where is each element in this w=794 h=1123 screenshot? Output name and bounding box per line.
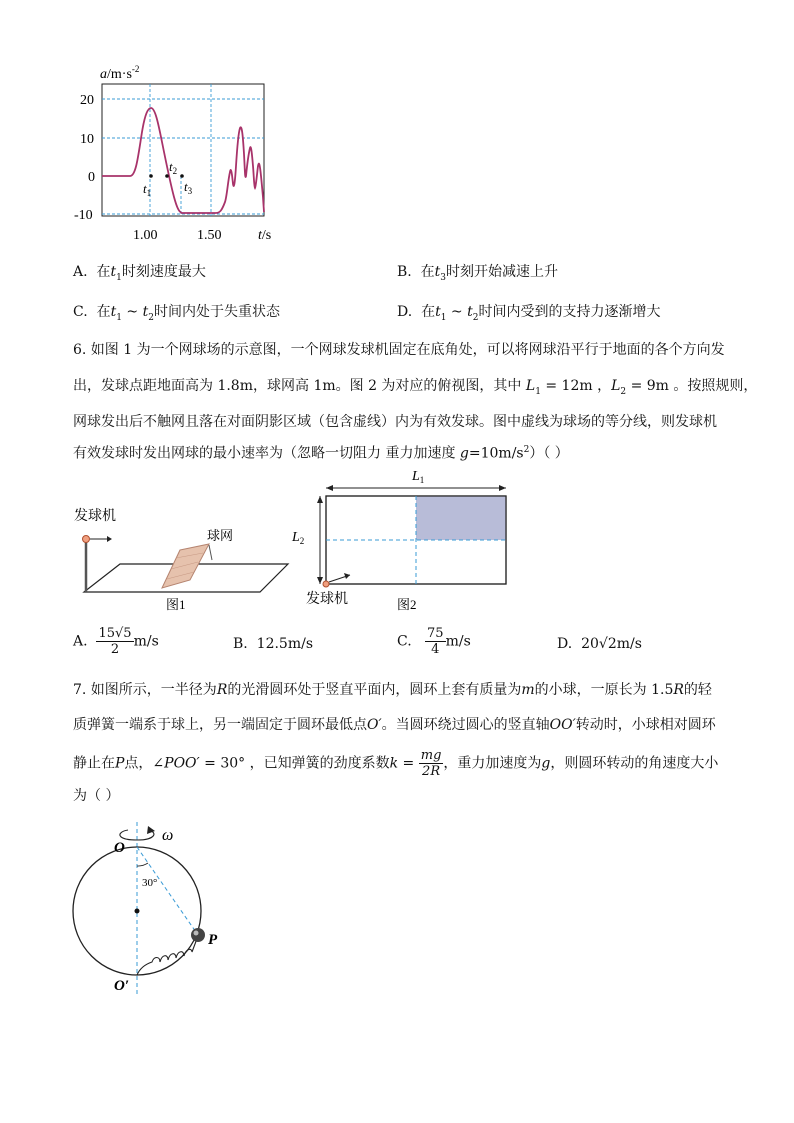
q6-option-b[interactable]: B. 12.5m/s	[233, 636, 314, 652]
fig-omega-label: ω	[162, 827, 174, 844]
y-axis-label: $a/m\cdot s^{-2}$	[100, 64, 140, 82]
acceleration-time-graph	[70, 62, 290, 247]
machine-ball-icon	[83, 536, 90, 543]
marker-label-t1: $t_1$	[143, 181, 152, 198]
q6-line-1: 6. 如图 1 为一个网球场的示意图，一个网球发球机固定在底角处，可以将网球沿平行于地面的各个方向发	[73, 342, 725, 358]
q7-line-3: 静止在P点，∠POO′ = 30° ，已知弹簧的劲度系数k = $\frac{mg}{2R}$ ，重力加速度为g，则圆环转动的角速度大小	[73, 748, 719, 779]
q6-option-a[interactable]: A. $\frac{15√5}{2}$ m/s	[73, 626, 159, 657]
graph-grid	[102, 84, 264, 216]
marker-label-t2: $t_2$	[169, 159, 178, 176]
fig-P-label: P	[208, 932, 218, 948]
x-axis-label: t/s	[258, 228, 272, 243]
fig-angle-label: 30°	[142, 877, 158, 889]
marker-dot-t3	[180, 174, 184, 178]
q6-option-d[interactable]: D. 20√2m/s	[557, 636, 642, 652]
tennis-court-figure-1	[70, 500, 295, 615]
marker-dot-t1	[149, 174, 153, 178]
marker-dot-t2	[165, 174, 169, 178]
y-tick-minus10: -10	[74, 208, 93, 223]
angle-arc	[137, 863, 148, 866]
spring	[137, 936, 198, 975]
fig1-caption: 图1	[166, 597, 186, 612]
q5-option-d[interactable]: D. 在$t_1$ ~ $t_2$时间内受到的支持力逐渐增大	[397, 304, 661, 323]
y-tick-0: 0	[88, 170, 95, 185]
fig1-machine-label: 发球机	[74, 509, 116, 524]
acceleration-curve	[102, 108, 264, 213]
y-tick-20: 20	[80, 93, 94, 108]
q5-option-a[interactable]: A. 在$t_1$时刻速度最大	[73, 264, 206, 283]
rotating-ring-figure	[68, 818, 238, 1003]
marker-label-t3: $t_3$	[184, 179, 193, 196]
fig-O-label: O	[114, 840, 125, 856]
fig2-L1-label: $L_1$	[412, 469, 425, 485]
x-tick-1.50: 1.50	[197, 228, 222, 243]
fig2-machine-label: 发球机	[306, 592, 348, 607]
q6-line-3: 网球发出后不触网且落在对面阴影区域（包含虚线）内为有效发球。图中虚线为球场的等分线，则发球机	[73, 414, 717, 430]
q6-line-4: 有效发球时发出网球的最小速率为（忽略一切阻力 重力加速度 $g=10m/s^2$）（ ）	[73, 445, 569, 462]
q7-line-4: 为（ ）	[73, 788, 120, 804]
graph-frame	[102, 84, 264, 216]
ball-P	[191, 928, 205, 942]
y-tick-10: 10	[80, 132, 94, 147]
q6-option-c[interactable]: C. $\frac{75}{4}$ m/s	[397, 626, 471, 657]
tennis-court-figure-2	[288, 464, 523, 614]
q7-line-1: 7. 如图所示，一半径为R的光滑圆环处于竖直平面内，圆环上套有质量为m的小球，一原长为 1.5R的轻	[73, 682, 712, 698]
line-O-to-P	[137, 847, 198, 935]
fig1-net-label: 球网	[207, 528, 234, 543]
q6-line-2: 出，发球点距地面高为 1.8m，球网高 1m。图 2 为对应的俯视图，其中 $L_1 = 12m$ ，$L_2 = 9m$ 。按照规则，	[73, 378, 758, 397]
q5-option-b[interactable]: B. 在$t_3$时刻开始减速上升	[397, 264, 559, 283]
fig2-caption: 图2	[397, 597, 417, 612]
valid-serve-zone	[416, 496, 506, 540]
fig2-L2-label: $L_2$	[292, 530, 305, 546]
fig2-machine-icon	[323, 581, 329, 587]
q5-option-c[interactable]: C. 在$t_1$ ~ $t_2$时间内处于失重状态	[73, 304, 280, 323]
ring-center-dot	[135, 909, 140, 914]
x-tick-1.00: 1.00	[133, 228, 158, 243]
fig-Oprime-label: O′	[114, 978, 130, 994]
q7-line-2: 质弹簧一端系于球上，另一端固定于圆环最低点O′。当圆环绕过圆心的竖直轴OO′转动时，小球相对圆环	[73, 717, 716, 733]
tennis-net	[162, 544, 209, 588]
